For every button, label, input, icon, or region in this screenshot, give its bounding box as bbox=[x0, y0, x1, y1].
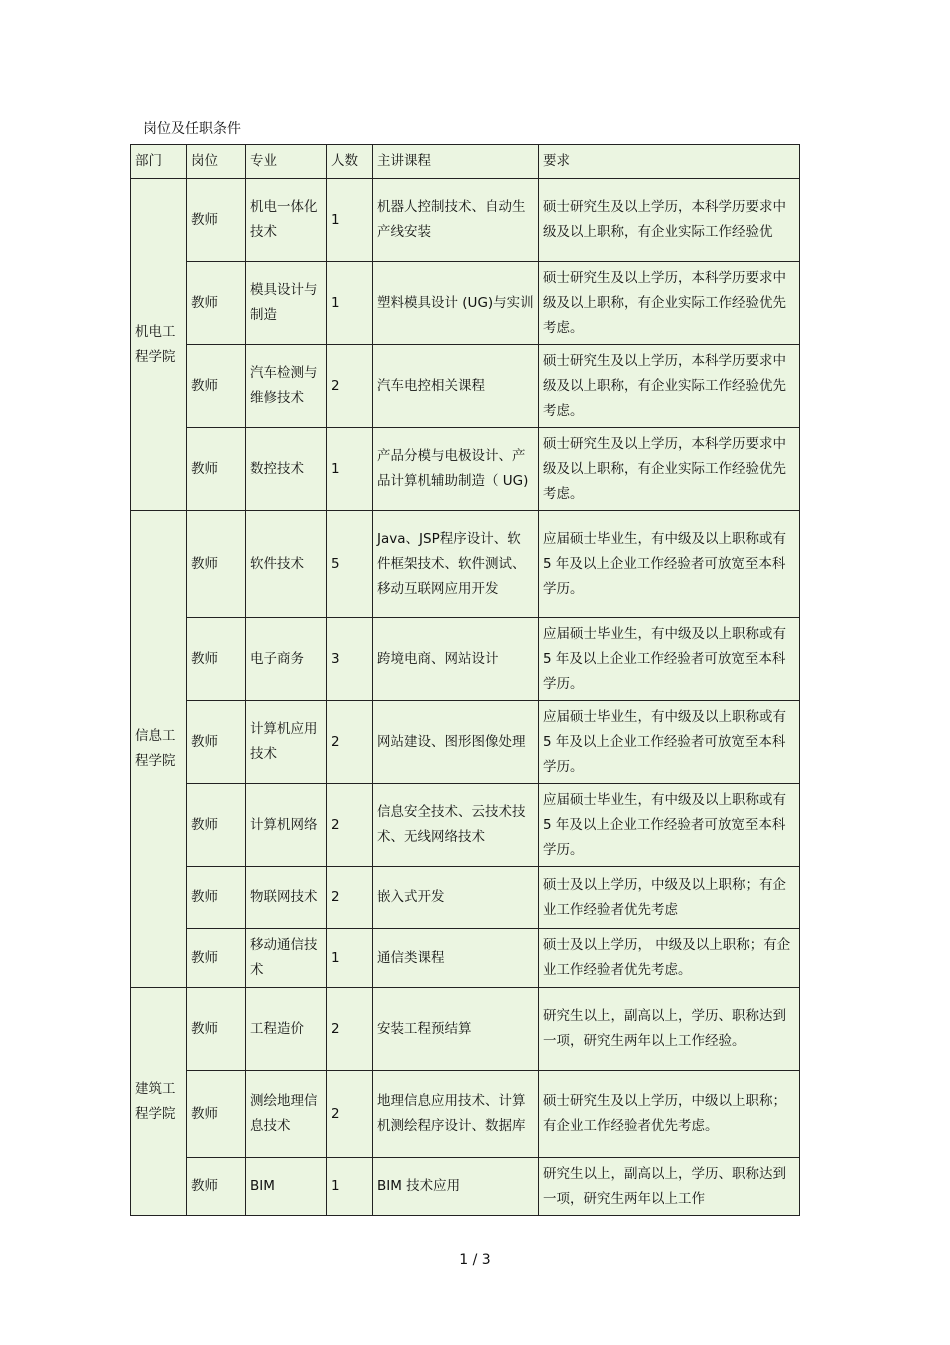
table-row bbox=[131, 867, 800, 929]
table-row bbox=[131, 262, 800, 345]
count-cell: 3 bbox=[327, 618, 373, 701]
table-row bbox=[131, 988, 800, 1071]
header-course: 主讲课程 bbox=[373, 145, 539, 179]
table-row bbox=[131, 511, 800, 618]
post-cell: 教师 bbox=[187, 511, 246, 618]
major-cell: 模具设计与制造 bbox=[246, 262, 327, 345]
requirement-cell: 硕士研究生及以上学历，中级以上职称；有企业工作经验者优先考虑。 bbox=[539, 1071, 800, 1158]
count-cell: 1 bbox=[327, 262, 373, 345]
major-cell: 计算机应用技术 bbox=[246, 701, 327, 784]
major-cell: 计算机网络 bbox=[246, 784, 327, 867]
requirement-cell: 应届硕士毕业生，有中级及以上职称或有 5 年及以上企业工作经验者可放宽至本科学历。 bbox=[539, 511, 800, 618]
post-cell: 教师 bbox=[187, 988, 246, 1071]
department-cell: 机电工程学院 bbox=[131, 179, 187, 511]
table-row bbox=[131, 784, 800, 867]
post-cell: 教师 bbox=[187, 618, 246, 701]
department-cell: 建筑工程学院 bbox=[131, 988, 187, 1216]
course-cell: 信息安全技术、云技术技术、无线网络技术 bbox=[373, 784, 539, 867]
count-cell: 2 bbox=[327, 867, 373, 929]
requirement-cell: 硕士研究生及以上学历，本科学历要求中级及以上职称，有企业实际工作经验优 bbox=[539, 179, 800, 262]
count-cell: 1 bbox=[327, 179, 373, 262]
post-cell: 教师 bbox=[187, 701, 246, 784]
major-cell: 机电一体化技术 bbox=[246, 179, 327, 262]
table-row bbox=[131, 618, 800, 701]
header-major: 专业 bbox=[246, 145, 327, 179]
count-cell: 2 bbox=[327, 784, 373, 867]
major-cell: 测绘地理信息技术 bbox=[246, 1071, 327, 1158]
table-row bbox=[131, 179, 800, 262]
post-cell: 教师 bbox=[187, 784, 246, 867]
post-cell: 教师 bbox=[187, 345, 246, 428]
count-cell: 1 bbox=[327, 929, 373, 988]
post-cell: 教师 bbox=[187, 179, 246, 262]
page-number: 1 / 3 bbox=[459, 1252, 491, 1268]
course-cell: 塑料模具设计 (UG)与实训 bbox=[373, 262, 539, 345]
major-cell: 汽车检测与维修技术 bbox=[246, 345, 327, 428]
major-cell: 电子商务 bbox=[246, 618, 327, 701]
post-cell: 教师 bbox=[187, 1158, 246, 1216]
requirement-cell: 研究生以上，副高以上，学历、职称达到一项，研究生两年以上工作经验。 bbox=[539, 988, 800, 1071]
header-dept: 部门 bbox=[131, 145, 187, 179]
positions-table bbox=[130, 144, 800, 1216]
table-row bbox=[131, 701, 800, 784]
count-cell: 1 bbox=[327, 428, 373, 511]
requirement-cell: 硕士及以上学历， 中级及以上职称；有企业工作经验者优先考虑。 bbox=[539, 929, 800, 988]
course-cell: 地理信息应用技术、计算机测绘程序设计、数据库 bbox=[373, 1071, 539, 1158]
course-cell: Java、JSP程序设计、软件框架技术、软件测试、移动互联网应用开发 bbox=[373, 511, 539, 618]
table-row bbox=[131, 1071, 800, 1158]
course-cell: 网站建设、图形图像处理 bbox=[373, 701, 539, 784]
post-cell: 教师 bbox=[187, 428, 246, 511]
major-cell: BIM bbox=[246, 1158, 327, 1216]
post-cell: 教师 bbox=[187, 867, 246, 929]
page-title: 岗位及任职条件 bbox=[143, 121, 241, 137]
header-post: 岗位 bbox=[187, 145, 246, 179]
post-cell: 教师 bbox=[187, 1071, 246, 1158]
post-cell: 教师 bbox=[187, 929, 246, 988]
requirement-cell: 研究生以上，副高以上，学历、职称达到一项，研究生两年以上工作 bbox=[539, 1158, 800, 1216]
requirement-cell: 应届硕士毕业生，有中级及以上职称或有 5 年及以上企业工作经验者可放宽至本科学历。 bbox=[539, 701, 800, 784]
count-cell: 2 bbox=[327, 701, 373, 784]
requirement-cell: 硕士研究生及以上学历，本科学历要求中级及以上职称，有企业实际工作经验优先考虑。 bbox=[539, 428, 800, 511]
course-cell: 汽车电控相关课程 bbox=[373, 345, 539, 428]
count-cell: 1 bbox=[327, 1158, 373, 1216]
table-header-row bbox=[131, 145, 800, 179]
count-cell: 2 bbox=[327, 1071, 373, 1158]
course-cell: 跨境电商、网站设计 bbox=[373, 618, 539, 701]
header-count: 人数 bbox=[327, 145, 373, 179]
course-cell: 通信类课程 bbox=[373, 929, 539, 988]
count-cell: 5 bbox=[327, 511, 373, 618]
major-cell: 工程造价 bbox=[246, 988, 327, 1071]
table-row bbox=[131, 345, 800, 428]
table-row bbox=[131, 1158, 800, 1216]
count-cell: 2 bbox=[327, 345, 373, 428]
major-cell: 数控技术 bbox=[246, 428, 327, 511]
department-cell: 信息工程学院 bbox=[131, 511, 187, 988]
course-cell: 安装工程预结算 bbox=[373, 988, 539, 1071]
post-cell: 教师 bbox=[187, 262, 246, 345]
table-body bbox=[131, 179, 800, 1216]
major-cell: 移动通信技术 bbox=[246, 929, 327, 988]
requirement-cell: 硕士及以上学历，中级及以上职称；有企业工作经验者优先考虑 bbox=[539, 867, 800, 929]
course-cell: BIM 技术应用 bbox=[373, 1158, 539, 1216]
header-requirement: 要求 bbox=[539, 145, 800, 179]
major-cell: 软件技术 bbox=[246, 511, 327, 618]
table-row bbox=[131, 428, 800, 511]
requirement-cell: 应届硕士毕业生，有中级及以上职称或有 5 年及以上企业工作经验者可放宽至本科学历。 bbox=[539, 618, 800, 701]
requirement-cell: 应届硕士毕业生，有中级及以上职称或有 5 年及以上企业工作经验者可放宽至本科学历。 bbox=[539, 784, 800, 867]
requirement-cell: 硕士研究生及以上学历，本科学历要求中级及以上职称，有企业实际工作经验优先考虑。 bbox=[539, 345, 800, 428]
course-cell: 机器人控制技术、自动生产线安装 bbox=[373, 179, 539, 262]
table-row bbox=[131, 929, 800, 988]
major-cell: 物联网技术 bbox=[246, 867, 327, 929]
course-cell: 产品分模与电极设计、产品计算机辅助制造（ UG) bbox=[373, 428, 539, 511]
course-cell: 嵌入式开发 bbox=[373, 867, 539, 929]
requirement-cell: 硕士研究生及以上学历，本科学历要求中级及以上职称，有企业实际工作经验优先考虑。 bbox=[539, 262, 800, 345]
count-cell: 2 bbox=[327, 988, 373, 1071]
